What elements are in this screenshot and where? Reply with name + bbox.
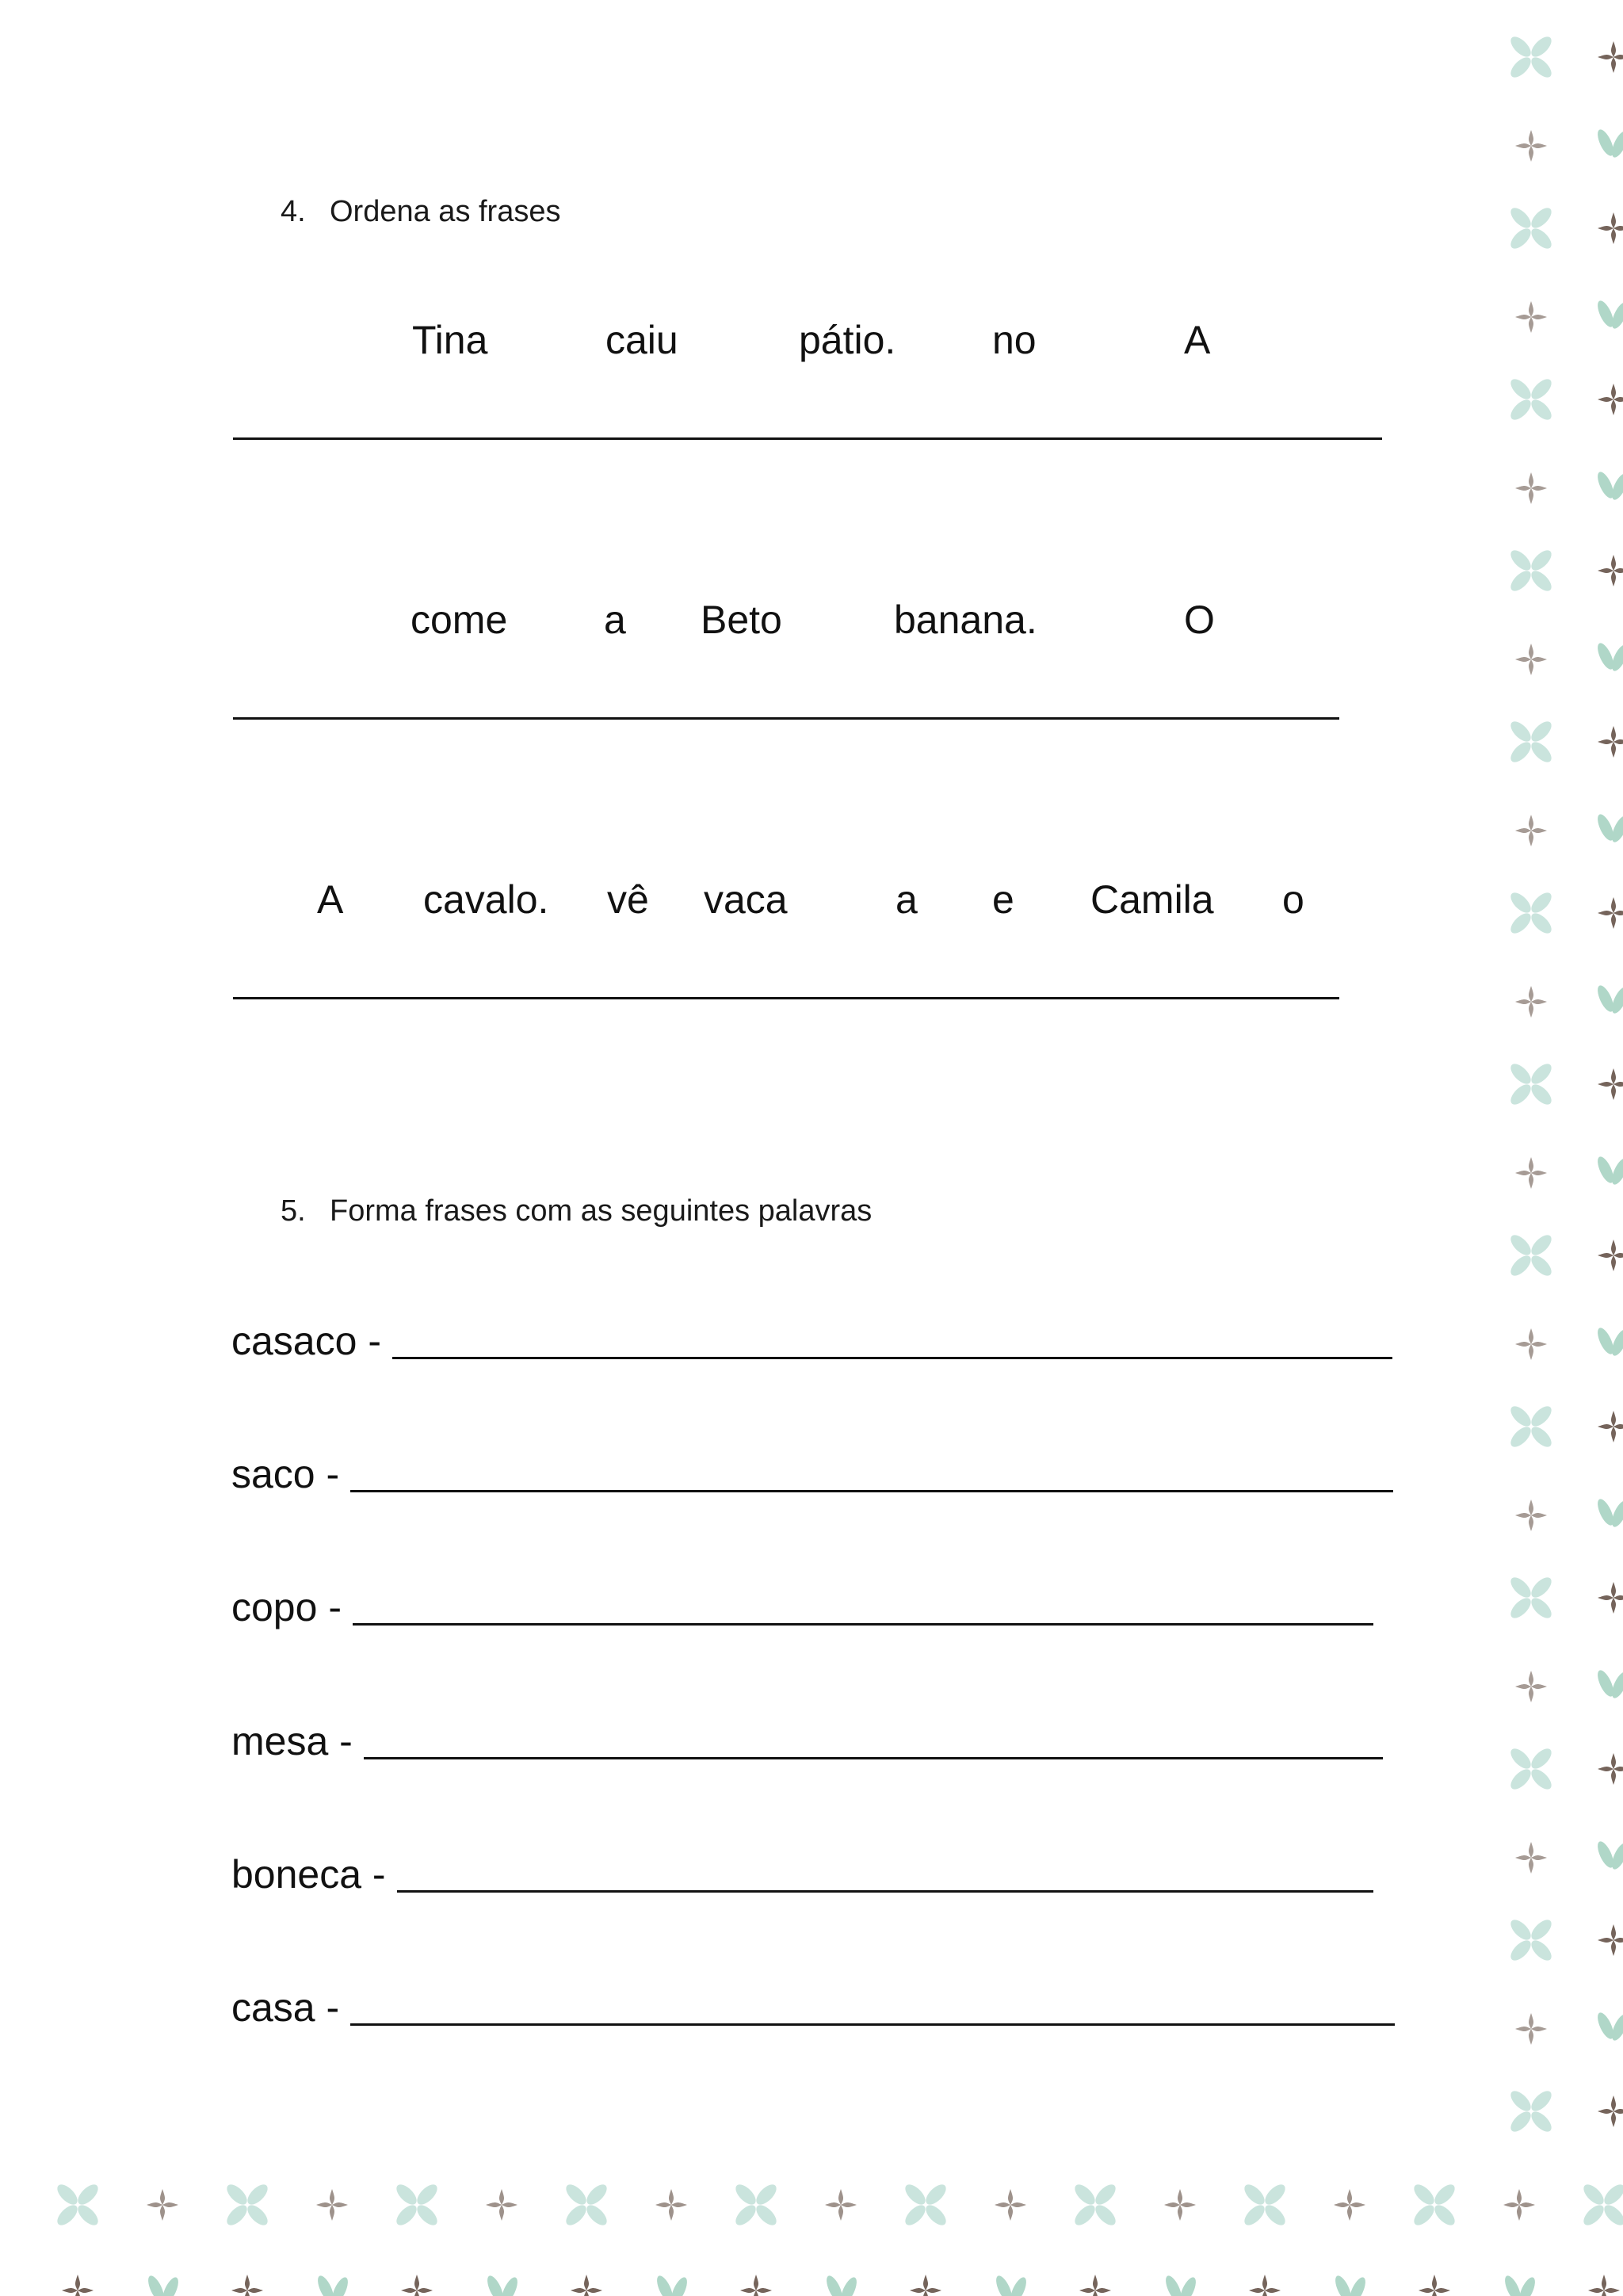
scrambled-word: pátio. — [799, 318, 896, 362]
scrambled-word: cavalo. — [423, 877, 549, 922]
brown-sparkle-icon — [1515, 1157, 1547, 1189]
exercise-5-title: Forma frases com as seguintes palavras — [330, 1194, 873, 1228]
prompt-word: copo - — [231, 1585, 342, 1629]
scrambled-word: no — [992, 318, 1037, 362]
brown-sparkle-icon — [1598, 1753, 1623, 1785]
green-leaf-icon — [1594, 128, 1623, 160]
brown-sparkle-icon — [1598, 897, 1623, 929]
green-leaf-icon — [654, 2274, 690, 2296]
teal-flower-icon — [1507, 547, 1555, 594]
brown-sparkle-icon — [1515, 815, 1547, 846]
scrambled-word: e — [992, 877, 1014, 922]
green-leaf-icon — [1332, 2274, 1369, 2296]
green-leaf-icon — [823, 2274, 860, 2296]
brown-sparkle-icon — [1515, 644, 1547, 675]
green-leaf-icon — [1594, 641, 1623, 674]
green-leaf-icon — [1163, 2274, 1199, 2296]
teal-flower-icon — [1507, 718, 1555, 766]
brown-sparkle-icon — [910, 2275, 941, 2296]
teal-flower-icon — [1507, 1232, 1555, 1279]
scrambled-word: a — [896, 877, 918, 922]
prompt-word: mesa - — [231, 1719, 353, 1763]
teal-flower-icon — [1071, 2181, 1119, 2229]
scrambled-word: o — [1282, 877, 1304, 922]
teal-flower-icon — [54, 2181, 101, 2229]
green-leaf-icon — [1594, 812, 1623, 845]
brown-sparkle-icon — [1515, 2013, 1547, 2045]
teal-flower-icon — [1507, 1745, 1555, 1793]
brown-sparkle-icon — [1598, 212, 1623, 244]
teal-flower-icon — [1580, 2181, 1623, 2229]
green-leaf-icon — [1594, 1155, 1623, 1187]
brown-sparkle-icon — [655, 2189, 687, 2221]
brown-sparkle-icon — [486, 2189, 517, 2221]
brown-sparkle-icon — [1515, 1328, 1547, 1360]
brown-sparkle-icon — [1515, 1842, 1547, 1874]
prompt-word: saco - — [231, 1452, 340, 1496]
green-leaf-icon — [1594, 984, 1623, 1016]
green-leaf-icon — [315, 2274, 351, 2296]
exercise-4-number: 4. — [281, 195, 306, 228]
teal-flower-icon — [1507, 376, 1555, 423]
brown-sparkle-icon — [1515, 1499, 1547, 1531]
brown-sparkle-icon — [1598, 1582, 1623, 1614]
teal-flower-icon — [1411, 2181, 1458, 2229]
teal-flower-icon — [1507, 889, 1555, 937]
brown-sparkle-icon — [995, 2189, 1026, 2221]
green-leaf-icon — [1594, 470, 1623, 502]
brown-sparkle-icon — [1503, 2189, 1535, 2221]
green-leaf-icon — [1594, 1839, 1623, 1872]
green-leaf-icon — [145, 2274, 181, 2296]
teal-flower-icon — [1241, 2181, 1289, 2229]
brown-sparkle-icon — [1598, 726, 1623, 758]
brown-sparkle-icon — [1515, 1671, 1547, 1702]
brown-sparkle-icon — [1598, 1240, 1623, 1271]
teal-flower-icon — [1507, 1574, 1555, 1622]
exercise-5-number: 5. — [281, 1194, 306, 1228]
green-leaf-icon — [484, 2274, 521, 2296]
brown-sparkle-icon — [1334, 2189, 1365, 2221]
teal-flower-icon — [902, 2181, 949, 2229]
teal-flower-icon — [1507, 1916, 1555, 1964]
brown-sparkle-icon — [1419, 2275, 1450, 2296]
brown-sparkle-icon — [1598, 555, 1623, 586]
brown-sparkle-icon — [1588, 2275, 1620, 2296]
brown-sparkle-icon — [316, 2189, 348, 2221]
green-leaf-icon — [993, 2274, 1029, 2296]
scrambled-word: Tina — [412, 318, 488, 362]
teal-flower-icon — [732, 2181, 780, 2229]
green-leaf-icon — [1594, 1668, 1623, 1701]
brown-sparkle-icon — [1515, 301, 1547, 333]
scrambled-word: vê — [607, 877, 649, 922]
brown-sparkle-icon — [1515, 472, 1547, 504]
scrambled-word: Beto — [701, 598, 782, 642]
green-leaf-icon — [1594, 1326, 1623, 1358]
scrambled-word: A — [1184, 318, 1211, 362]
teal-flower-icon — [223, 2181, 271, 2229]
scrambled-word: Camila — [1090, 877, 1214, 922]
scrambled-word: vaca — [704, 877, 788, 922]
brown-sparkle-icon — [1079, 2275, 1111, 2296]
teal-flower-icon — [563, 2181, 610, 2229]
teal-flower-icon — [1507, 1060, 1555, 1108]
teal-flower-icon — [1507, 2088, 1555, 2135]
green-leaf-icon — [1594, 1497, 1623, 1530]
teal-flower-icon — [1507, 1403, 1555, 1450]
brown-sparkle-icon — [401, 2275, 433, 2296]
green-leaf-icon — [1502, 2274, 1538, 2296]
brown-sparkle-icon — [1598, 2095, 1623, 2127]
green-leaf-icon — [1594, 299, 1623, 331]
brown-sparkle-icon — [231, 2275, 263, 2296]
teal-flower-icon — [393, 2181, 441, 2229]
scrambled-word: O — [1184, 598, 1215, 642]
teal-flower-icon — [1507, 204, 1555, 252]
scrambled-word: A — [317, 877, 344, 922]
brown-sparkle-icon — [62, 2275, 94, 2296]
brown-sparkle-icon — [1598, 1924, 1623, 1956]
brown-sparkle-icon — [1598, 384, 1623, 415]
prompt-word: casaco - — [231, 1319, 381, 1363]
scrambled-word: come — [411, 598, 508, 642]
scrambled-word: banana. — [894, 598, 1037, 642]
prompt-word: boneca - — [231, 1852, 386, 1897]
brown-sparkle-icon — [740, 2275, 772, 2296]
brown-sparkle-icon — [1598, 1068, 1623, 1100]
scrambled-word: a — [604, 598, 626, 642]
brown-sparkle-icon — [147, 2189, 178, 2221]
prompt-word: casa - — [231, 1985, 340, 2030]
brown-sparkle-icon — [571, 2275, 602, 2296]
teal-flower-icon — [1507, 33, 1555, 81]
brown-sparkle-icon — [1249, 2275, 1281, 2296]
brown-sparkle-icon — [825, 2189, 857, 2221]
green-leaf-icon — [1594, 2011, 1623, 2043]
brown-sparkle-icon — [1515, 986, 1547, 1018]
brown-sparkle-icon — [1598, 1411, 1623, 1442]
exercise-4-title: Ordena as frases — [330, 195, 561, 228]
brown-sparkle-icon — [1598, 41, 1623, 73]
scrambled-word: caiu — [605, 318, 678, 362]
brown-sparkle-icon — [1164, 2189, 1196, 2221]
brown-sparkle-icon — [1515, 130, 1547, 162]
